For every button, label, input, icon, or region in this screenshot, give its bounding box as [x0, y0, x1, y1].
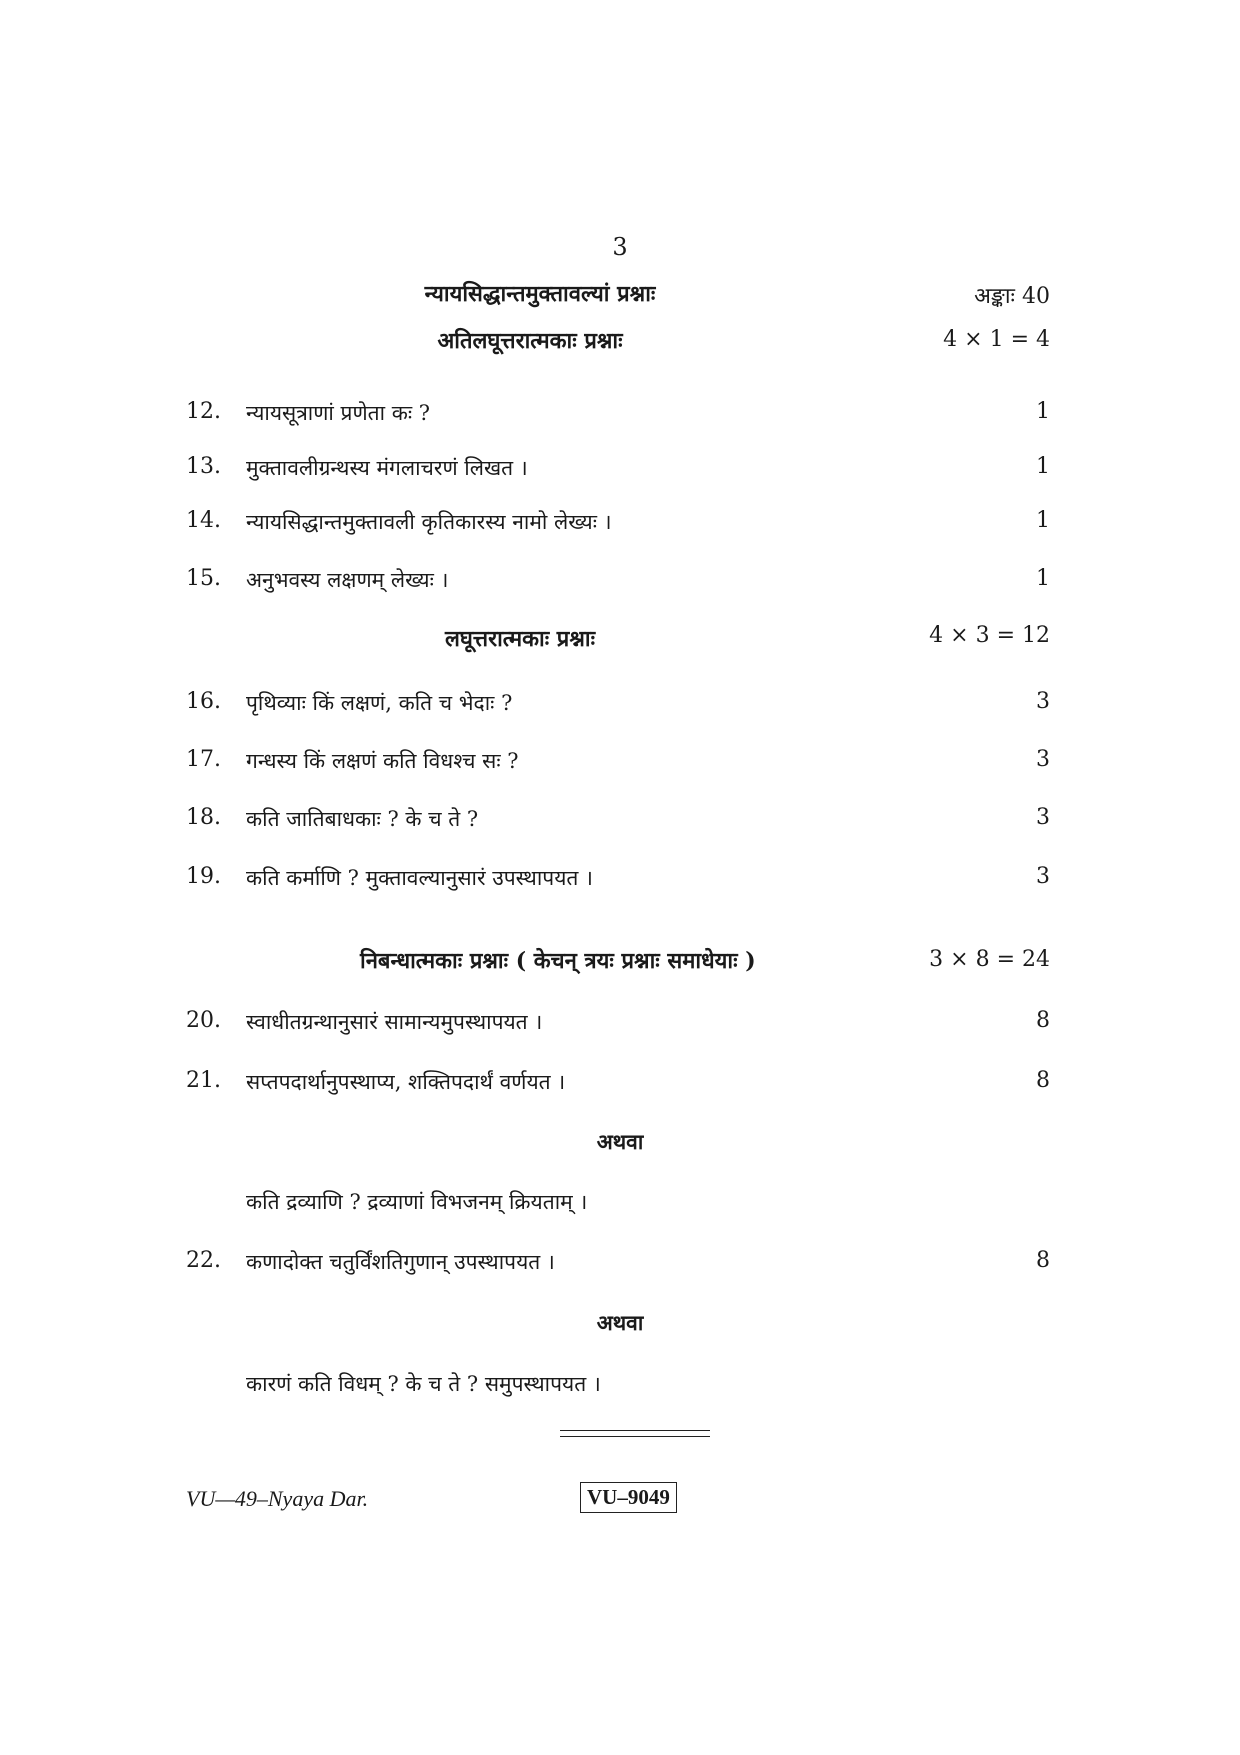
question-marks: 3 — [1036, 689, 1050, 714]
question-number: 21. — [186, 1068, 221, 1093]
question-text: गन्धस्य किं लक्षणं कति विधश्च सः ? — [246, 749, 519, 773]
question-number: 14. — [186, 508, 221, 533]
question-text: अनुभवस्य लक्षणम् लेख्यः । — [246, 568, 449, 592]
question-number: 13. — [186, 454, 221, 479]
alternate-question-text: कारणं कति विधम् ? के च ते ? समुपस्थापयत । — [246, 1372, 601, 1396]
question-number: 22. — [186, 1248, 221, 1273]
group-title-short: लघूत्तरात्मकाः प्रश्नाः — [444, 626, 596, 652]
group-title-essay: निबन्धात्मकाः प्रश्नाः ( केचन् त्रयः प्रश्नाः समाधेयाः ) — [360, 948, 756, 974]
question-marks: 8 — [1036, 1248, 1050, 1273]
or-separator: अथवा — [596, 1129, 644, 1154]
question-marks: 8 — [1036, 1008, 1050, 1033]
question-text: मुक्तावलीग्रन्थस्य मंगलाचरणं लिखत । — [246, 456, 528, 480]
section-marks: अङ्काः 40 — [974, 284, 1050, 309]
question-marks: 1 — [1036, 399, 1050, 424]
question-marks: 3 — [1036, 747, 1050, 772]
group-marks-very-short: 4 × 1 = 4 — [943, 327, 1050, 352]
alternate-question-text: कति द्रव्याणि ? द्रव्याणां विभजनम् क्रियताम् । — [246, 1190, 588, 1214]
question-number: 19. — [186, 864, 221, 889]
group-marks-short: 4 × 3 = 12 — [929, 623, 1050, 648]
question-marks: 3 — [1036, 864, 1050, 889]
question-marks: 3 — [1036, 805, 1050, 830]
group-title-very-short: अतिलघूत्तरात्मकाः प्रश्नाः — [437, 328, 623, 354]
end-rule — [560, 1430, 710, 1437]
section-title: न्यायसिद्धान्तमुक्तावल्यां प्रश्नाः — [424, 281, 656, 307]
question-text: कति जातिबाधकाः ? के च ते ? — [246, 807, 479, 831]
question-number: 18. — [186, 805, 221, 830]
footer-paper-code: VU–9049 — [580, 1482, 677, 1513]
question-marks: 1 — [1036, 566, 1050, 591]
question-text: न्यायसूत्राणां प्रणेता कः ? — [246, 401, 431, 425]
question-number: 17. — [186, 747, 221, 772]
footer-paper-name: VU—49–Nyaya Dar. — [186, 1486, 369, 1511]
question-marks: 8 — [1036, 1068, 1050, 1093]
question-number: 20. — [186, 1008, 221, 1033]
question-marks: 1 — [1036, 454, 1050, 479]
question-text: सप्तपदार्थानुपस्थाप्य, शक्तिपदार्थं वर्णयत । — [246, 1070, 566, 1094]
question-number: 12. — [186, 399, 221, 424]
question-number: 15. — [186, 566, 221, 591]
question-text: न्यायसिद्धान्तमुक्तावली कृतिकारस्य नामो लेख्यः । — [246, 510, 612, 534]
group-marks-essay: 3 × 8 = 24 — [929, 947, 1050, 972]
question-text: स्वाधीतग्रन्थानुसारं सामान्यमुपस्थापयत । — [246, 1010, 543, 1034]
question-text: कणादोक्त चतुर्विंशतिगुणान् उपस्थापयत । — [246, 1250, 555, 1274]
question-text: पृथिव्याः किं लक्षणं, कति च भेदाः ? — [246, 691, 513, 715]
page-number: 3 — [612, 233, 628, 261]
question-number: 16. — [186, 689, 221, 714]
question-text: कति कर्माणि ? मुक्तावल्यानुसारं उपस्थापयत । — [246, 866, 593, 890]
or-separator: अथवा — [596, 1310, 644, 1335]
question-marks: 1 — [1036, 508, 1050, 533]
